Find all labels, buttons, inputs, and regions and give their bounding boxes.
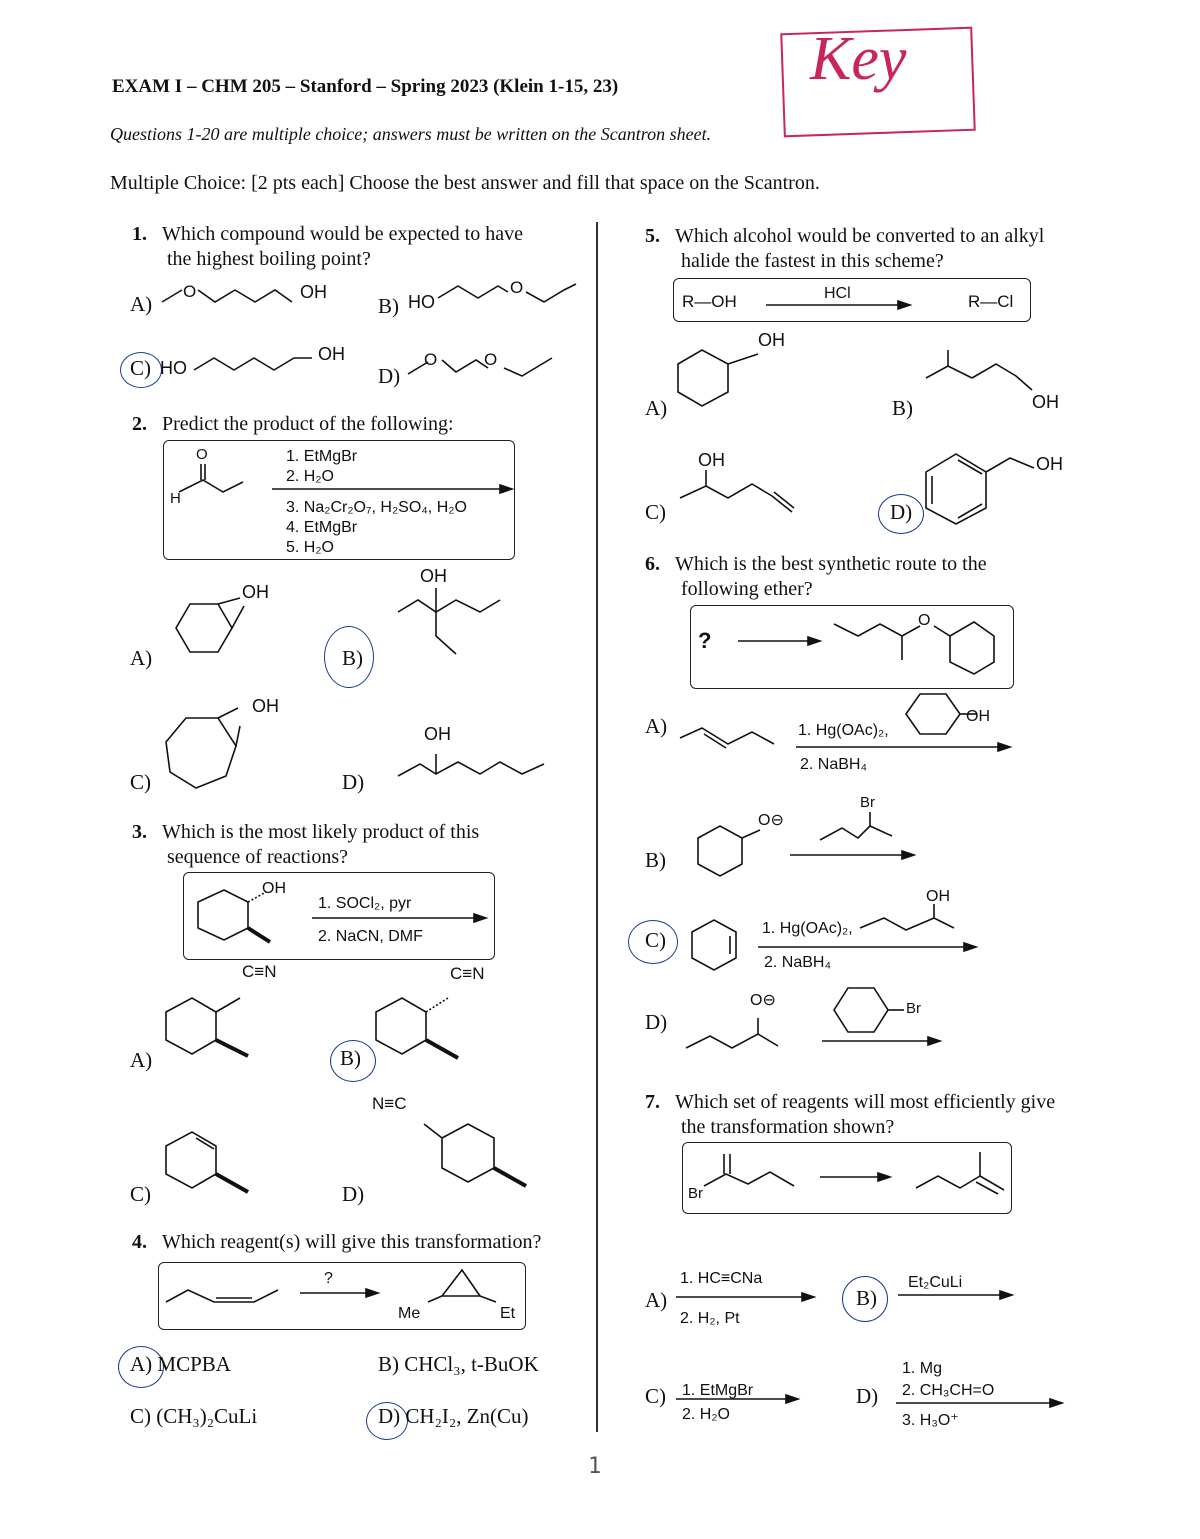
multiple-choice-heading: Multiple Choice: [2 pts each] Choose the best answer and fill that space on the Scantron. [110, 172, 820, 194]
q5-reaction-arrow [766, 298, 912, 312]
q7-b-reagent: Et₂CuLi [908, 1274, 963, 1291]
q5-option-d-label: D) [890, 500, 913, 524]
q3-d-nitrile: N≡C [372, 1094, 407, 1113]
q3-option-d-label: D) [342, 1182, 365, 1206]
q3-option-a-label: A) [130, 1048, 153, 1072]
q2-reagent-5: 5. H₂O [286, 539, 334, 556]
q5-option-b-label: B) [892, 396, 913, 420]
q4-me-label: Me [398, 1305, 421, 1322]
q5-b-structure [924, 350, 1044, 400]
q3-stem [132, 820, 479, 845]
q4-reagent-unknown: ? [324, 1270, 333, 1287]
q1-b-ho: HO [408, 292, 435, 312]
q7-text-line2: the transformation shown? [681, 1116, 895, 1138]
q2-a-structure [160, 594, 270, 674]
q7-d-reagent-3: 3. H₃O⁺ [902, 1412, 959, 1429]
q6-option-b-label: B) [645, 848, 666, 872]
q7-option-b-label: B) [856, 1286, 877, 1310]
q4-cyclopropane-structure [420, 1266, 500, 1306]
column-divider [596, 222, 598, 1432]
q7-reactant-br: Br [688, 1185, 703, 1202]
q2-carbonyl-oxygen: O [196, 446, 208, 463]
q6-a-oh: OH [966, 708, 990, 725]
q6-a-reagent-2: 2. NaBH₄ [800, 756, 867, 773]
q4-option-d: D) CH₂I₂, Zn(Cu) [378, 1404, 529, 1428]
q6-option-a-label: A) [645, 714, 668, 738]
q1-number: 1. [132, 223, 147, 245]
q2-option-b-label: B) [342, 646, 363, 670]
q6-unknown: ? [698, 628, 712, 653]
q7-number: 7. [645, 1091, 660, 1113]
q1-stem [132, 222, 523, 247]
q3-reagent-2: 2. NaCN, DMF [318, 928, 423, 945]
q2-reaction-arrow [272, 482, 514, 496]
q2-reagent-2: 2. H₂O [286, 468, 334, 485]
q7-option-c-label: C) [645, 1384, 666, 1408]
q3-option-c-label: C) [130, 1182, 151, 1206]
q2-number: 2. [132, 413, 147, 435]
q5-a-oh: OH [758, 330, 785, 350]
q7-text-line1: Which set of reagents will most efficiently give [675, 1091, 1056, 1113]
q5-number: 5. [645, 225, 660, 247]
q6-d-arrow [822, 1034, 942, 1048]
q5-b-oh: OH [1032, 392, 1059, 412]
q6-c-cyclohexene [684, 914, 754, 974]
q6-option-d-label: D) [645, 1010, 668, 1034]
q1-text-line2: the highest boiling point? [167, 248, 371, 270]
q6-c-oh: OH [926, 888, 950, 905]
q3-reaction-arrow [312, 911, 488, 925]
q4-option-c: C) (CH₃)₂CuLi [130, 1404, 258, 1428]
q7-d-reagent-2: 2. CH₃CH=O [902, 1382, 995, 1399]
q3-b-structure [370, 986, 480, 1066]
q5-option-a-label: A) [645, 396, 668, 420]
q6-text-line1: Which is the best synthetic route to the [675, 553, 987, 575]
q6-stem [645, 552, 987, 577]
q6-b-br: Br [860, 794, 875, 811]
q3-text-line1: Which is the most likely product of this [162, 821, 480, 843]
q3-reactant-oh: OH [262, 880, 286, 897]
q2-b-oh: OH [420, 566, 447, 586]
q2-stem [132, 412, 454, 437]
key-label: Key [810, 25, 907, 93]
q2-d-oh: OH [424, 724, 451, 744]
q3-a-nitrile: C≡N [242, 962, 277, 981]
q1-option-b-label: B) [378, 294, 399, 318]
q6-b-arrow [790, 848, 916, 862]
q6-ether-oxygen: O [918, 612, 931, 629]
q1-d-oxygen2: O [484, 350, 498, 369]
q3-option-b-label: B) [340, 1046, 361, 1070]
q5-c-structure [676, 470, 806, 520]
q6-c-alcohol [858, 904, 958, 938]
q7-stem [645, 1090, 1055, 1115]
q7-reaction-arrow [820, 1170, 892, 1184]
q5-text-line1: Which alcohol would be converted to an alkyl [675, 225, 1045, 247]
q2-a-oh: OH [242, 582, 269, 602]
q6-text-line2: following ether? [681, 578, 813, 600]
q4-reaction-arrow [300, 1286, 380, 1300]
q3-b-nitrile: C≡N [450, 964, 485, 983]
q6-option-c-label: C) [645, 928, 666, 952]
q6-d-alkoxide-o: O⊖ [750, 992, 776, 1009]
q3-reagent-1: 1. SOCl₂, pyr [318, 895, 412, 912]
q1-a-oh: OH [300, 282, 327, 302]
q7-b-arrow [898, 1288, 1014, 1302]
q7-option-d-label: D) [856, 1384, 879, 1408]
q6-d-alkoxide [684, 1012, 784, 1056]
q3-text-line2: sequence of reactions? [167, 846, 349, 868]
q6-b-bromide [818, 812, 898, 846]
q7-product-structure [914, 1146, 1008, 1202]
q4-stem [132, 1230, 541, 1255]
q6-c-reagent-2: 2. NaBH₄ [764, 954, 831, 971]
q5-reagent: HCl [824, 285, 851, 302]
q5-d-structure [918, 436, 1058, 526]
q7-option-a-label: A) [645, 1288, 668, 1312]
q6-c-reagent-1: 1. Hg(OAc)₂, [762, 920, 853, 937]
q2-d-structure [396, 744, 556, 794]
q3-c-structure [160, 1120, 270, 1200]
q7-a-arrow [676, 1290, 816, 1304]
q4-text: Which reagent(s) will give this transformation? [162, 1231, 542, 1253]
q2-c-oh: OH [252, 696, 279, 716]
q7-a-reagent-1: 1. HC≡CNa [680, 1270, 763, 1287]
instructions: Questions 1-20 are multiple choice; answers must be written on the Scantron sheet. [110, 124, 712, 144]
q1-b-oxygen: O [510, 278, 524, 297]
page-number: 1 [588, 1454, 602, 1479]
q1-option-d-label: D) [378, 364, 401, 388]
q4-alkene-structure [164, 1282, 284, 1312]
q2-text: Predict the product of the following: [162, 413, 454, 435]
q6-b-alkoxide-o: O⊖ [758, 812, 784, 829]
q7-d-arrow [896, 1396, 1064, 1410]
q1-c-ho: HO [160, 358, 187, 378]
q2-c-structure [156, 704, 266, 794]
q7-d-reagent-1: 1. Mg [902, 1360, 943, 1377]
q2-option-a-label: A) [130, 646, 153, 670]
q4-et-label: Et [500, 1305, 516, 1322]
q1-option-c-label: C) [130, 356, 151, 380]
q1-a-oxygen: O [183, 282, 197, 301]
q4-number: 4. [132, 1231, 147, 1253]
q2-b-structure [396, 584, 526, 664]
q5-c-oh: OH [698, 450, 725, 470]
q2-option-d-label: D) [342, 770, 365, 794]
q2-reagent-1: 1. EtMgBr [286, 448, 358, 465]
q5-option-c-label: C) [645, 500, 666, 524]
q1-option-a-label: A) [130, 292, 153, 316]
q2-reagent-4: 4. EtMgBr [286, 519, 358, 536]
q7-reactant-structure [700, 1150, 810, 1200]
q7-c-reagent-2: 2. H₂O [682, 1406, 730, 1423]
q5-text-line2: halide the fastest in this scheme? [681, 250, 944, 272]
q6-a-alkene [678, 722, 778, 752]
q2-reagent-3: 3. Na₂Cr₂O₇, H₂SO₄, H₂O [286, 499, 467, 516]
q2-aldehyde-h: H [170, 490, 181, 507]
q5-reactant: R—OH [682, 292, 737, 311]
q2-option-c-label: C) [130, 770, 151, 794]
q4-option-b: B) CHCl₃, t-BuOK [378, 1352, 539, 1376]
q3-a-structure [160, 986, 270, 1066]
q7-c-reagent-1: 1. EtMgBr [682, 1382, 754, 1399]
q3-d-structure [410, 1110, 540, 1200]
q1-c-oh: OH [318, 344, 345, 364]
q1-d-oxygen1: O [424, 350, 438, 369]
q3-number: 3. [132, 821, 147, 843]
q5-stem [645, 224, 1044, 249]
exam-title: EXAM I – CHM 205 – Stanford – Spring 2023 (Klein 1-15, 23) [112, 76, 619, 97]
q6-a-arrow [796, 740, 1012, 754]
q4-option-a: A) MCPBA [130, 1352, 231, 1376]
q5-product: R—Cl [968, 292, 1014, 311]
q6-a-reagent-1: 1. Hg(OAc)₂, [798, 722, 889, 739]
q5-d-oh: OH [1036, 454, 1063, 474]
q7-a-reagent-2: 2. H₂, Pt [680, 1310, 740, 1327]
q6-target-ether-structure [830, 610, 1000, 680]
q1-text-line1: Which compound would be expected to have [162, 223, 523, 245]
q6-d-br: Br [906, 1000, 921, 1017]
q6-target-arrow [738, 634, 822, 648]
q6-number: 6. [645, 553, 660, 575]
